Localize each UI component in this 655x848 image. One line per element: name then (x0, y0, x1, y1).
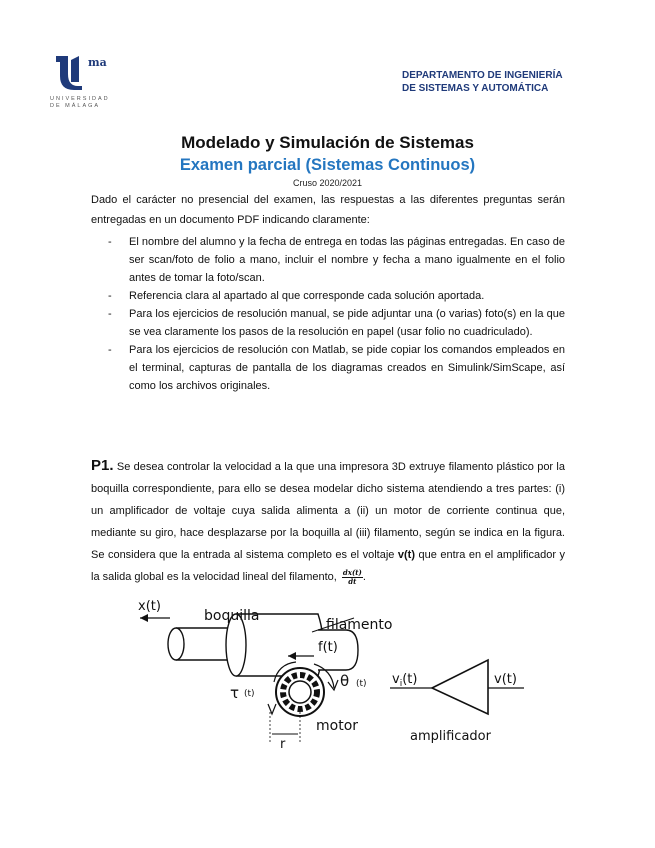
input-symbol: v(t) (397, 549, 415, 561)
problem-text-1: Se desea controlar la velocidad a la que una impresora 3D extruye filamento plástico por la boquilla correspondiente, para ello se desea modelar dicho sistema atendiendo a tres partes: (i) un amplificador de voltaje cuya salida alimenta a (ii) un motor de corriente continua que, mediante su giro, hace desplazarse por la boquilla al (iii) filamento, según se indica en la figura. Se considera que la entrada al sistema completo es el voltaje (91, 461, 565, 561)
fraction-numerator: dx(t) (342, 567, 362, 577)
page-title: Modelado y Simulación de Sistemas (181, 133, 474, 152)
list-item (91, 305, 565, 341)
radius-label: r (280, 737, 286, 752)
nozzle-end (168, 628, 184, 660)
logo-mark: ma (88, 56, 107, 69)
v-label: v(t) (494, 672, 517, 687)
list-item (91, 287, 565, 305)
department-name (402, 69, 563, 95)
extruder-diagram (128, 594, 538, 754)
problem-1-paragraph (91, 455, 565, 588)
filament-label: filamento (326, 617, 393, 633)
x-label: x(t) (138, 599, 161, 614)
tau-label: τ (230, 684, 240, 702)
list-item-text: Para los ejercicios de resolución con Matlab, se pide copiar los comandos empleados en el terminal, capturas de pantalla de los diagramas creados en Simulink/SimScape, así como los archivos originales. (129, 344, 565, 392)
x-arrowhead-icon (140, 614, 148, 622)
university-name: UNIVERSIDAD DE MÁLAGA (50, 96, 110, 109)
department-line-2: DE SISTEMAS Y AUTOMÁTICA (402, 83, 549, 94)
problem-text-end: . (362, 571, 366, 583)
motor-label: motor (316, 718, 359, 734)
velocity-fraction (342, 569, 363, 586)
tau-arg: (t) (244, 689, 255, 699)
list-item (91, 341, 565, 395)
theta-arg: (t) (356, 679, 367, 689)
torque-arrowhead-icon (268, 704, 276, 714)
department-line-1: DEPARTAMENTO DE INGENIERÍA (402, 70, 563, 81)
problem-tag: P1. (91, 457, 114, 474)
instructions-list (91, 233, 565, 395)
list-item-text: Para los ejercicios de resolución manual, se pide adjuntar una (o varias) foto(s) en la que se vea claramente los pasos de la resolución en papel (usar folio no cuadriculado). (129, 308, 565, 338)
list-item-text: Referencia clara al apartado al que corresponde cada solución aportada. (129, 290, 485, 302)
list-bullet: - (108, 344, 112, 356)
list-bullet: - (108, 236, 112, 248)
theta-label: θ (340, 672, 350, 690)
list-bullet: - (108, 290, 112, 302)
course-year: Cruso 2020/2021 (292, 178, 363, 188)
amplifier-triangle (432, 660, 488, 714)
force-label: f(t) (318, 640, 338, 655)
motor-gear-hub (289, 681, 311, 703)
vi-label: $v_i(t)$ (392, 672, 418, 689)
list-item-text: El nombre del alumno y la fecha de entrega en todas las páginas entregadas. En caso de ser scan/foto de folio a mano, incluir el nombre y fecha a mano igualmente en el folio antes de tomar la foto/scan. (129, 236, 566, 284)
page-subtitle: Examen parcial (Sistemas Continuos) (179, 156, 476, 174)
nozzle-label: boquilla (204, 608, 260, 624)
list-item (91, 233, 565, 287)
fraction-denominator: dt (348, 576, 357, 586)
amplifier-label: amplificador (410, 729, 491, 744)
problem-text-2: que entra en el amplificador y la salida global es la velocidad lineal del filamento, (91, 549, 565, 583)
list-bullet: - (108, 308, 112, 320)
intro-paragraph: Dado el carácter no presencial del examen, las respuestas a las diferentes preguntas serán entregadas en un documento PDF indicando claramente: (91, 194, 565, 226)
